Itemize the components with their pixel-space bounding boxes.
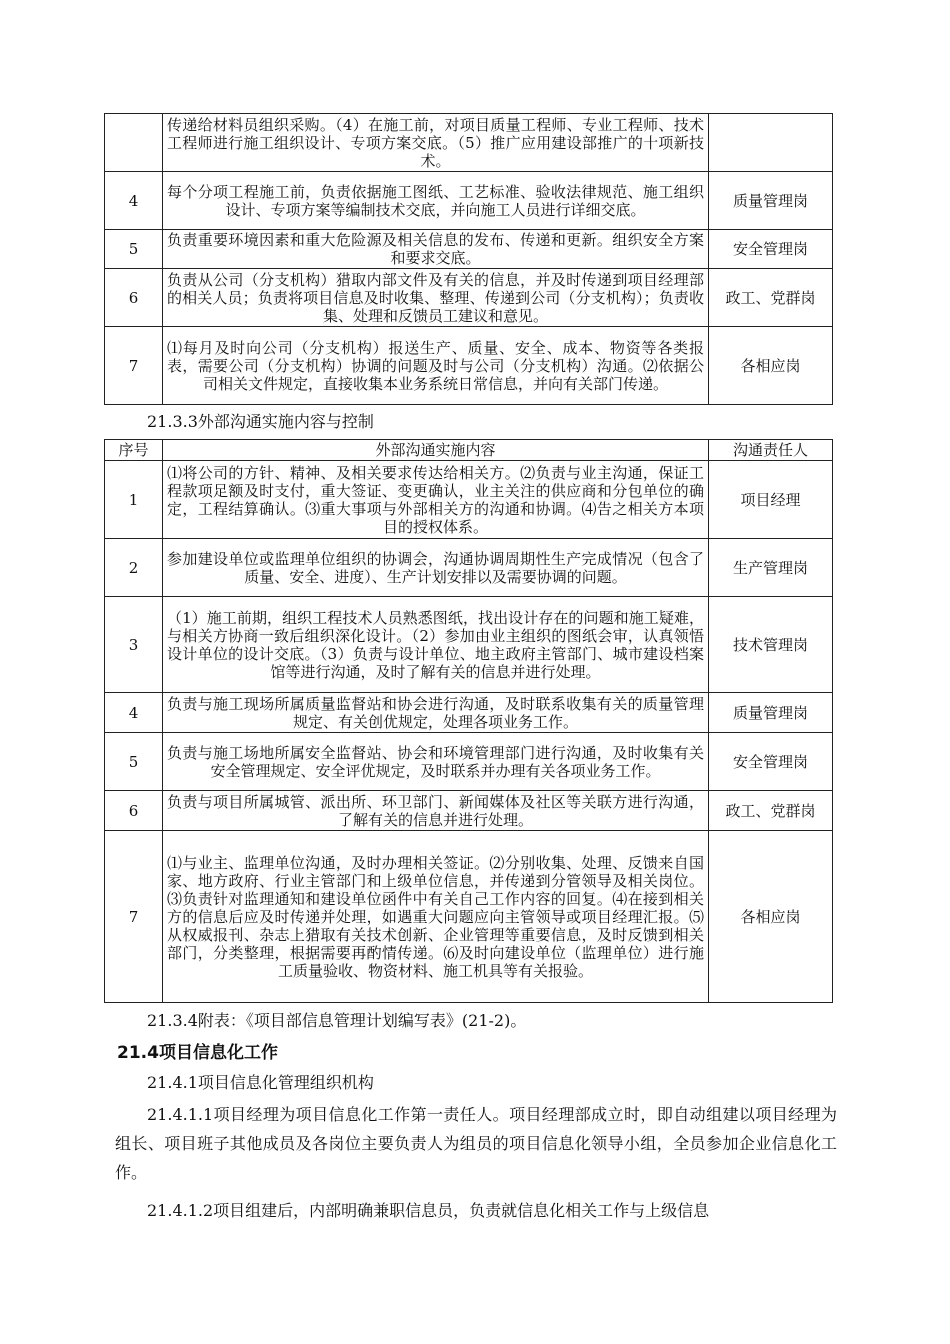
row-content: 每个分项工程施工前，负责依据施工图纸、工艺标准、验收法律规范、施工组织设计、专项方案等编制技术交底，并向施工人员进行详细交底。 [163,172,709,230]
row-number: 4 [105,693,163,733]
row-number: 4 [105,172,163,230]
table-row [105,831,833,1003]
row-responsible: 质量管理岗 [709,172,833,230]
column-header-responsible: 沟通责任人 [709,440,833,461]
row-content: 负责与施工场地所属安全监督站、协会和环境管理部门进行沟通，及时收集有关安全管理规定、安全评优规定，及时联系并办理有关各项业务工作。 [163,733,709,791]
row-content: 传递给材料员组织采购。（4）在施工前，对项目质量工程师、专业工程师、技术工程师进行施工组织设计、专项方案交底。（5）推广应用建设部推广的十项新技术。 [163,114,709,172]
row-content: 负责与施工现场所属质量监督站和协会进行沟通，及时联系收集有关的质量管理规定、有关创优规定，处理各项业务工作。 [163,693,709,733]
table-row [105,114,833,172]
external-communication-table [104,439,833,1003]
row-number: 6 [105,791,163,831]
row-number: 7 [105,327,163,405]
section-heading-21-4-1: 21.4.1项目信息化管理组织机构 [147,1073,374,1092]
row-responsible: 政工、党群岗 [709,791,833,831]
row-responsible: 政工、党群岗 [709,269,833,327]
row-responsible: 各相应岗 [709,831,833,1003]
row-responsible: 生产管理岗 [709,539,833,597]
table-row [105,172,833,230]
row-number: 6 [105,269,163,327]
row-responsible: 项目经理 [709,461,833,539]
row-content: 负责从公司（分支机构）猎取内部文件及有关的信息，并及时传递到项目经理部的相关人员；负责将项目信息及时收集、整理、传递到公司（分支机构）；负责收集、处理和反馈员工建议和意见。 [163,269,709,327]
column-header-number: 序号 [105,440,163,461]
row-content: ⑴与业主、监理单位沟通，及时办理相关签证。⑵分别收集、处理、反馈来自国家、地方政府、行业主管部门和上级单位信息，并传递到分管领导及相关岗位。⑶负责针对监理通知和建设单位函件中有关自己工作内容的回复。⑷在接到相关方的信息后应及时传递并处理，如遇重大问题应向主管领导或项目经理汇报。⑸从权威报刊、杂志上猎取有关技术创新、企业管理等重要信息，及时反馈到相关部门，分类整理，根据需要再酌情传递。⑹及时向建设单位（监理单位）进行施工质量验收、物资材料、施工机具等有关报验。 [163,831,709,1003]
heading-21-4: 21.4项目信息化工作 [117,1043,278,1063]
row-number [105,114,163,172]
table-row [105,791,833,831]
column-header-content: 外部沟通实施内容 [163,440,709,461]
table-row [105,693,833,733]
row-content: ⑴将公司的方针、精神、及相关要求传达给相关方。⑵负责与业主沟通，保证工程款项足额及时支付，重大签证、变更确认，业主关注的供应商和分包单位的确定，工程结算确认。⑶重大事项与外部相关方的沟通和协调。⑷告之相关方本项目的授权体系。 [163,461,709,539]
table-row [105,327,833,405]
row-responsible [709,114,833,172]
row-content: （1）施工前期，组织工程技术人员熟悉图纸，找出设计存在的问题和施工疑难，与相关方协商一致后组织深化设计。（2）参加由业主组织的图纸会审，认真领悟设计单位的设计交底。（3）负责与设计单位、地主政府主管部门、城市建设档案馆等进行沟通，及时了解有关的信息并进行处理。 [163,597,709,693]
table-row [105,269,833,327]
row-responsible: 安全管理岗 [709,230,833,269]
row-content: 负责重要环境因素和重大危险源及相关信息的发布、传递和更新。组织安全方案和要求交底。 [163,230,709,269]
row-responsible: 安全管理岗 [709,733,833,791]
row-responsible: 质量管理岗 [709,693,833,733]
table-row [105,733,833,791]
table-header-row [105,440,833,461]
table-row [105,230,833,269]
paragraph-21-4-1-1: 21.4.1.1项目经理为项目信息化工作第一责任人。项目经理部成立时，即自动组建以项目经理为组长、项目班子其他成员及各岗位主要负责人为组员的项目信息化领导小组，全员参加企业信息化工作。 [115,1105,837,1182]
row-responsible: 各相应岗 [709,327,833,405]
table-row [105,461,833,539]
paragraph-21-4-1-2: 21.4.1.2项目组建后，内部明确兼职信息员，负责就信息化相关工作与上级信息 [147,1201,710,1220]
table-row [105,597,833,693]
row-number: 1 [105,461,163,539]
row-content: ⑴每月及时向公司（分支机构）报送生产、质量、安全、成本、物资等各类报表，需要公司（分支机构）协调的问题及时与公司（分支机构）沟通。⑵依据公司相关文件规定，直接收集本业务系统日常信息，并向有关部门传递。 [163,327,709,405]
table-row [105,539,833,597]
section-heading-21-3-4: 21.3.4附表：《项目部信息管理计划编写表》(21-2)。 [147,1011,527,1030]
section-heading-21-3-3: 21.3.3外部沟通实施内容与控制 [147,412,374,431]
row-number: 5 [105,230,163,269]
row-number: 5 [105,733,163,791]
row-responsible: 技术管理岗 [709,597,833,693]
row-content: 负责与项目所属城管、派出所、环卫部门、新闻媒体及社区等关联方进行沟通，了解有关的信息并进行处理。 [163,791,709,831]
row-number: 3 [105,597,163,693]
row-number: 7 [105,831,163,1003]
row-number: 2 [105,539,163,597]
row-content: 参加建设单位或监理单位组织的协调会，沟通协调周期性生产完成情况（包含了质量、安全、进度）、生产计划安排以及需要协调的问题。 [163,539,709,597]
internal-communication-table [104,113,833,405]
